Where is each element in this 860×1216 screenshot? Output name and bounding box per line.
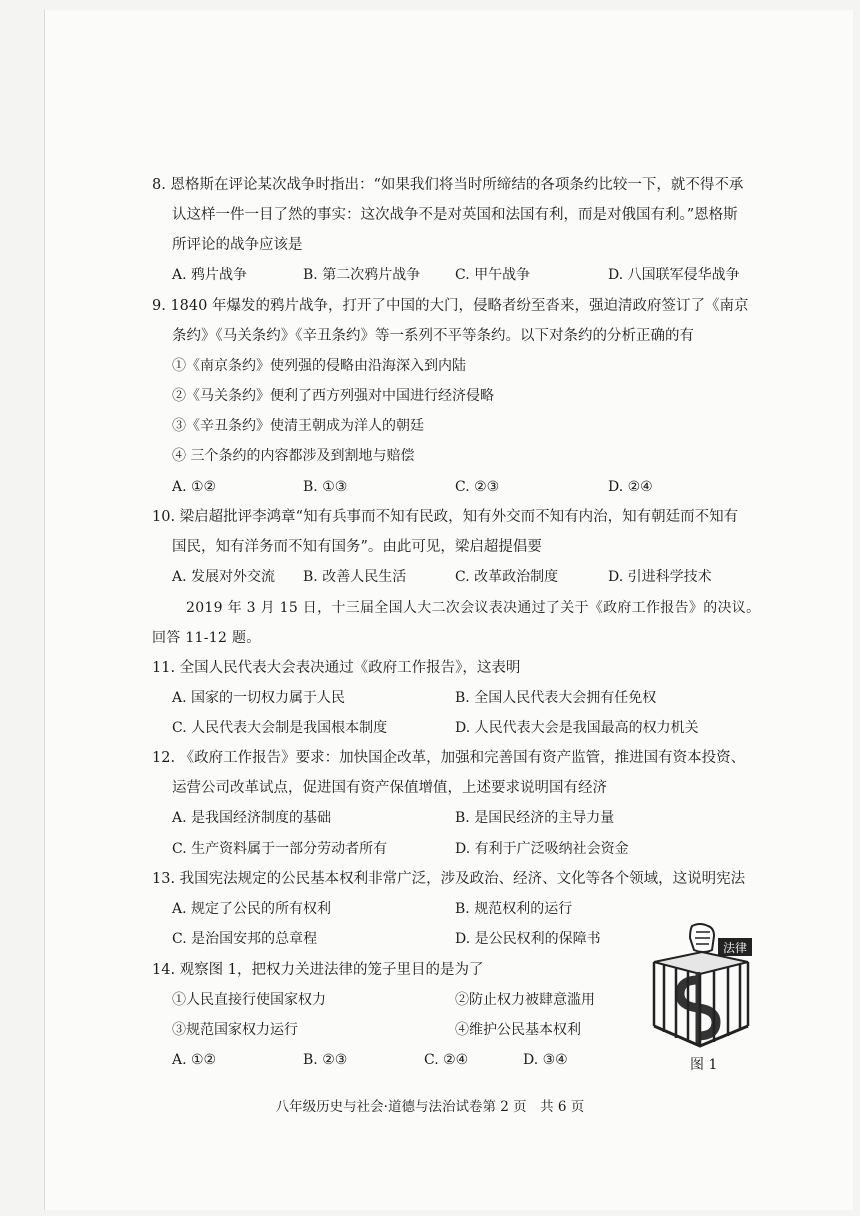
q11-option-a: A. 国家的一切权力属于人民 — [172, 690, 346, 706]
q14-option-d: D. ③④ — [523, 1052, 568, 1068]
q14-statement-2: ②防止权力被肆意滥用 — [455, 992, 595, 1008]
q14-option-a: A. ①② — [172, 1052, 217, 1068]
q10-line2: 国民，知有洋务而不知有国务”。由此可见，梁启超提倡要 — [172, 539, 542, 555]
q13-option-c: C. 是治国安邦的总章程 — [172, 931, 318, 947]
cage-law-label: 法律 — [722, 941, 748, 955]
q14-option-c: C. ②④ — [424, 1052, 469, 1068]
q8-line1: 8. 恩格斯在评论某次战争时指出：“如果我们将当时所缔结的各项条约比较一下，就不得不承 — [152, 177, 744, 193]
q8-option-c: C. 甲午战争 — [455, 267, 531, 283]
q14-option-b: B. ②③ — [303, 1052, 348, 1068]
q8-line3: 所评论的战争应该是 — [172, 237, 303, 253]
q9-option-b: B. ①③ — [303, 479, 348, 495]
q9-option-d: D. ②④ — [608, 479, 653, 495]
q8-option-b: B. 第二次鸦片战争 — [303, 267, 421, 283]
q10-option-d: D. 引进科学技术 — [608, 569, 712, 585]
q13-line1: 13. 我国宪法规定的公民基本权利非常广泛，涉及政治、经济、文化等各个领域，这说明宪法 — [152, 871, 746, 887]
q12-option-a: A. 是我国经济制度的基础 — [172, 810, 332, 826]
q11-option-c: C. 人民代表大会制是我国根本制度 — [172, 720, 388, 736]
q14-statement-3: ③规范国家权力运行 — [172, 1022, 298, 1038]
figure-1-caption: 图 1 — [690, 1057, 718, 1073]
q8-line2: 认这样一件一目了然的事实：这次战争不是对英国和法国有利，而是对俄国有利。”恩格斯 — [172, 207, 738, 223]
figure-1-cage-illustration — [636, 922, 758, 1050]
material-intro-line2: 回答 11-12 题。 — [152, 630, 261, 646]
q14-line1: 14. 观察图 1，把权力关进法律的笼子里目的是为了 — [152, 962, 484, 978]
q10-option-a: A. 发展对外交流 — [172, 569, 276, 585]
q9-statement-4: ④ 三个条约的内容都涉及到割地与赔偿 — [172, 448, 415, 464]
q13-option-d: D. 是公民权利的保障书 — [455, 931, 601, 947]
q14-statement-4: ④维护公民基本权利 — [455, 1022, 581, 1038]
q12-option-d: D. 有利于广泛吸纳社会资金 — [455, 841, 629, 857]
q14-statement-1: ①人民直接行使国家权力 — [172, 992, 326, 1008]
q9-line1: 9. 1840 年爆发的鸦片战争，打开了中国的大门，侵略者纷至沓来，强迫清政府签订了《南京 — [152, 298, 749, 314]
material-intro-line1: 2019 年 3 月 15 日，十三届全国人大二次会议表决通过了关于《政府工作报告》的决议。 — [186, 600, 761, 616]
q11-option-d: D. 人民代表大会是我国最高的权力机关 — [455, 720, 699, 736]
q10-option-b: B. 改善人民生活 — [303, 569, 407, 585]
q9-option-c: C. ②③ — [455, 479, 500, 495]
q8-option-d: D. 八国联军侵华战争 — [608, 267, 740, 283]
q10-line1: 10. 梁启超批评李鸿章“知有兵事而不知有民政，知有外交而不知有内治，知有朝廷而不知有 — [152, 509, 739, 525]
q10-option-c: C. 改革政治制度 — [455, 569, 559, 585]
q11-option-b: B. 全国人民代表大会拥有任免权 — [455, 690, 657, 706]
q12-option-b: B. 是国民经济的主导力量 — [455, 810, 615, 826]
q12-line2: 运营公司改革试点，促进国有资产保值增值，上述要求说明国有经济 — [172, 780, 607, 796]
q9-statement-1: ①《南京条约》使列强的侵略由沿海深入到内陆 — [172, 358, 466, 374]
q9-line2: 条约》《马关条约》《辛丑条约》等一系列不平等条约。以下对条约的分析正确的有 — [172, 328, 694, 344]
q9-statement-2: ②《马关条约》便利了西方列强对中国进行经济侵略 — [172, 388, 494, 404]
q11-line1: 11. 全国人民代表大会表决通过《政府工作报告》，这表明 — [152, 660, 521, 676]
q13-option-a: A. 规定了公民的所有权利 — [172, 901, 332, 917]
q12-option-c: C. 生产资料属于一部分劳动者所有 — [172, 841, 388, 857]
q13-option-b: B. 规范权利的运行 — [455, 901, 573, 917]
cage-icon — [636, 922, 758, 1050]
q9-statement-3: ③《辛丑条约》使清王朝成为洋人的朝廷 — [172, 418, 424, 434]
page-footer: 八年级历史与社会·道德与法治试卷第 2 页 共 6 页 — [275, 1099, 585, 1115]
q12-line1: 12. 《政府工作报告》要求：加快国企改革，加强和完善国有资产监管，推进国有资本投资、 — [152, 750, 746, 766]
q9-option-a: A. ①② — [172, 479, 217, 495]
q8-option-a: A. 鸦片战争 — [172, 267, 248, 283]
